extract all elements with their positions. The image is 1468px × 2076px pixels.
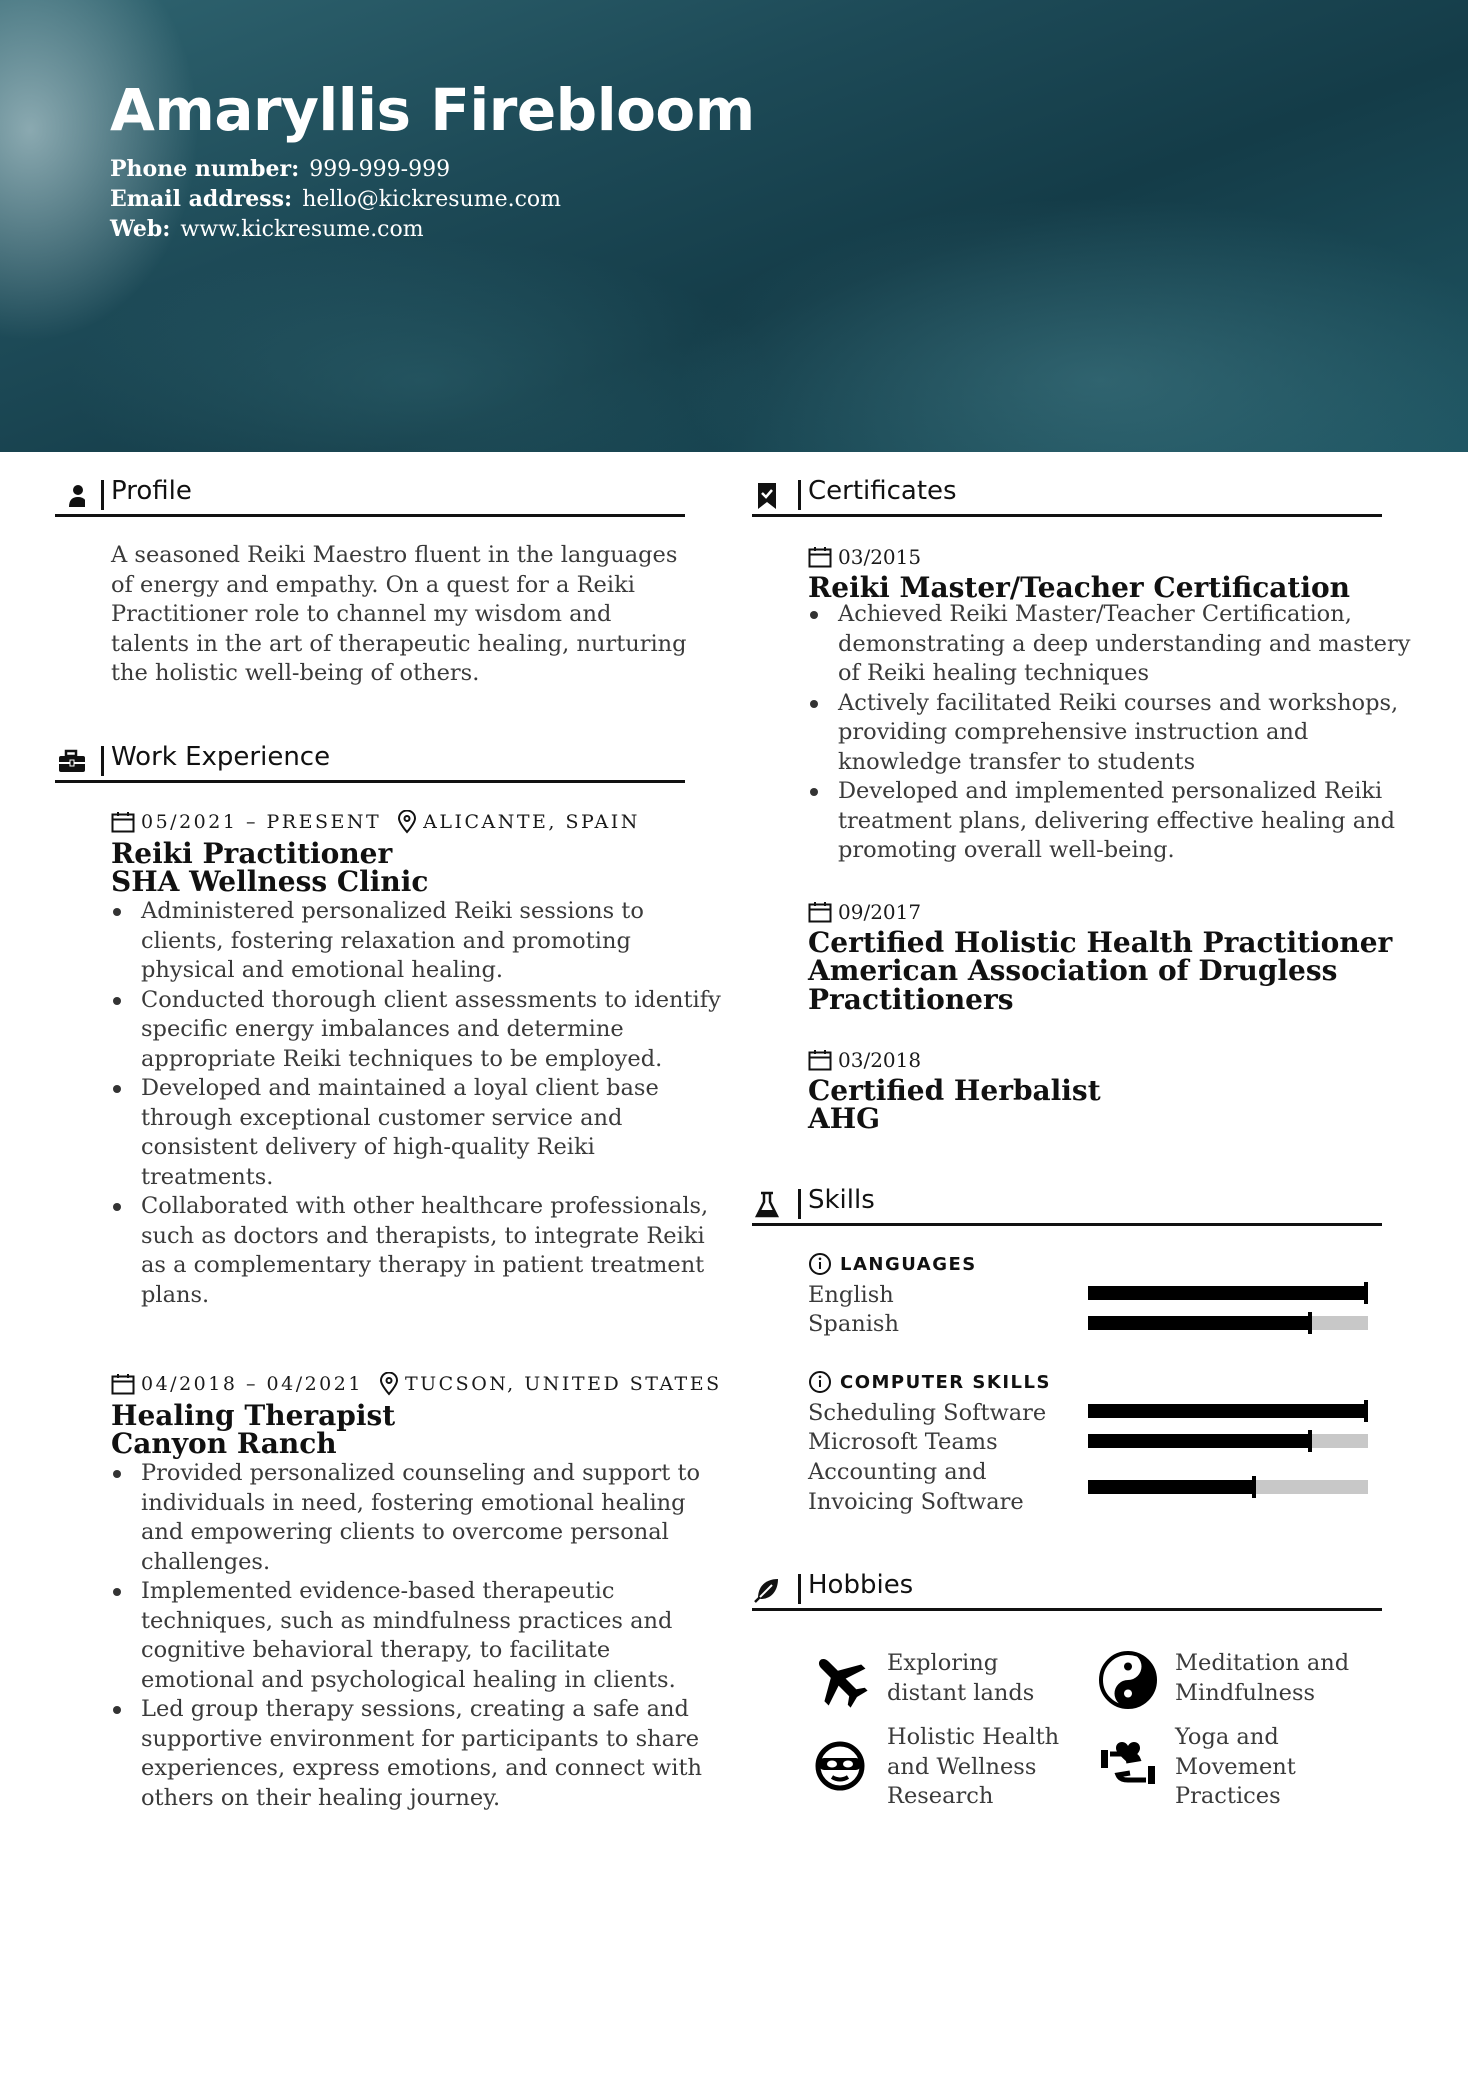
section-title: Skills: [808, 1185, 875, 1215]
airplane-icon: [810, 1650, 870, 1710]
section-divider: [798, 480, 801, 510]
skill-category-computer-skills: [808, 1370, 1051, 1394]
contact-value: www.kickresume.com: [180, 217, 424, 242]
job-organization: Canyon Ranch: [111, 1427, 337, 1460]
section-header-profile: [55, 474, 685, 517]
certificate-date: [808, 545, 921, 569]
header-banner: [0, 0, 1468, 452]
job-title: Healing Therapist: [111, 1399, 396, 1432]
hands-heart-icon: [1098, 1736, 1158, 1796]
certificate-issuer: American Association of Drugless Practitioners: [808, 954, 1338, 1016]
job-location: ALICANTE, SPAIN: [423, 811, 640, 833]
list-item: Administered personalized Reiki sessions to clients, fostering relaxation and promoting physical and emotional healing.: [141, 897, 721, 986]
contact-label: Web:: [110, 216, 171, 242]
list-item: Achieved Reiki Master/Teacher Certification, demonstrating a deep understanding and mastery of Reiki healing techniques: [838, 600, 1420, 689]
calendar-icon: [808, 546, 832, 568]
skill-level-fill: [1088, 1480, 1256, 1494]
section-title: Certificates: [808, 476, 957, 506]
hobby-label: Meditation and Mindfulness: [1175, 1650, 1350, 1706]
section-title: Work Experience: [111, 742, 331, 772]
job-dates: 05/2021 – PRESENT: [141, 811, 382, 833]
skill-category-languages: [808, 1252, 977, 1276]
location-pin-icon: [379, 1372, 399, 1396]
yin-yang-icon: [1098, 1650, 1158, 1710]
certificate-title: Certified Holistic Health Practitioner: [808, 926, 1393, 959]
date-text: 09/2017: [838, 900, 922, 924]
section-title: Profile: [111, 476, 192, 506]
job-location: TUCSON, UNITED STATES: [404, 1373, 722, 1395]
section-title: Hobbies: [808, 1570, 914, 1600]
section-header-skills: [752, 1183, 1382, 1226]
hobby-label: Exploring distant lands: [887, 1650, 1035, 1706]
info-icon: [808, 1252, 832, 1276]
skill-level-cap: [1364, 1282, 1368, 1304]
date-text: 03/2018: [838, 1048, 922, 1072]
section-divider: [101, 746, 104, 776]
calendar-icon: [111, 811, 135, 833]
skill-name: Spanish: [808, 1311, 899, 1337]
job-bullet-list: [111, 1459, 721, 1813]
job-meta: [111, 810, 640, 834]
info-icon: [808, 1370, 832, 1394]
section-header-certificates: [752, 474, 1382, 517]
section-header-hobbies: [752, 1568, 1382, 1611]
date-text: 03/2015: [838, 545, 922, 569]
certificate-bullet-list: [808, 600, 1420, 866]
contact-email: [110, 186, 561, 212]
certificate-date: [808, 900, 921, 924]
skill-level-bar: [1088, 1286, 1368, 1300]
skill-name: Accounting and Invoicing Software: [808, 1459, 1024, 1515]
leaf-icon: [752, 1574, 782, 1604]
section-header-work-experience: [55, 740, 685, 783]
list-item: Developed and maintained a loyal client base through exceptional customer service and consistent delivery of high-quality Reiki treatments.: [141, 1074, 721, 1192]
contact-label: Email address:: [110, 186, 293, 212]
contact-label: Phone number:: [110, 156, 300, 182]
list-item: Collaborated with other healthcare professionals, such as doctors and therapists, to integrate Reiki as a complementary therapy in patient treatment plans.: [141, 1192, 721, 1310]
list-item: Led group therapy sessions, creating a safe and supportive environment for participants to share experiences, express emotions, and connect with others on their healing journey.: [141, 1695, 721, 1813]
profile-summary: A seasoned Reiki Maestro fluent in the languages of energy and empathy. On a quest for a Reiki Practitioner role to channel my wisdom and talents in the art of therapeutic healing, nurturing the holistic well-being of others.: [111, 542, 687, 686]
skill-name: Scheduling Software: [808, 1400, 1047, 1426]
skill-level-bar: [1088, 1480, 1368, 1494]
list-item: Developed and implemented personalized Reiki treatment plans, delivering effective healing and promoting overall well-being.: [838, 777, 1420, 866]
face-mask-icon: [810, 1736, 870, 1796]
certificate-date: [808, 1048, 921, 1072]
certificate-issuer: AHG: [808, 1102, 881, 1135]
hobby-label: Holistic Health and Wellness Research: [887, 1724, 1060, 1809]
hobby-label: Yoga and Movement Practices: [1175, 1724, 1296, 1809]
skill-level-bar: [1088, 1316, 1368, 1330]
contact-phone: [110, 156, 450, 182]
skill-level-fill: [1088, 1404, 1368, 1418]
certificate-title: Reiki Master/Teacher Certification: [808, 571, 1351, 604]
section-divider: [798, 1574, 801, 1604]
candidate-name: Amaryllis Firebloom: [110, 76, 755, 144]
contact-value: hello@kickresume.com: [302, 187, 562, 212]
skill-name: English: [808, 1282, 894, 1308]
skill-level-cap: [1364, 1400, 1368, 1422]
job-meta: [111, 1372, 722, 1396]
skill-category-name: COMPUTER SKILLS: [840, 1371, 1051, 1393]
job-title: Reiki Practitioner: [111, 837, 393, 870]
skill-category-name: LANGUAGES: [840, 1253, 977, 1275]
contact-web: [110, 216, 424, 242]
skill-level-fill: [1088, 1316, 1312, 1330]
list-item: Actively facilitated Reiki courses and workshops, providing comprehensive instruction and knowledge transfer to students: [838, 689, 1420, 778]
certificate-title: Certified Herbalist: [808, 1074, 1101, 1107]
calendar-icon: [808, 901, 832, 923]
section-divider: [101, 480, 104, 510]
bookmark-check-icon: [752, 480, 782, 510]
briefcase-icon: [55, 746, 85, 776]
skill-level-cap: [1308, 1312, 1312, 1334]
job-organization: SHA Wellness Clinic: [111, 865, 429, 898]
skill-level-bar: [1088, 1404, 1368, 1418]
skill-level-fill: [1088, 1434, 1312, 1448]
calendar-icon: [808, 1049, 832, 1071]
flask-icon: [752, 1189, 782, 1219]
user-icon: [55, 480, 85, 510]
contact-value: 999-999-999: [309, 157, 451, 182]
skill-name: Microsoft Teams: [808, 1429, 998, 1455]
list-item: Provided personalized counseling and support to individuals in need, fostering emotional healing and empowering clients to overcome personal challenges.: [141, 1459, 721, 1577]
section-divider: [798, 1189, 801, 1219]
list-item: Conducted thorough client assessments to identify specific energy imbalances and determine appropriate Reiki techniques to be employed.: [141, 986, 721, 1075]
calendar-icon: [111, 1373, 135, 1395]
list-item: Implemented evidence-based therapeutic techniques, such as mindfulness practices and cognitive behavioral therapy, to facilitate emotional and psychological healing in clients.: [141, 1577, 721, 1695]
skill-level-cap: [1252, 1476, 1256, 1498]
skill-level-bar: [1088, 1434, 1368, 1448]
skill-level-cap: [1308, 1430, 1312, 1452]
location-pin-icon: [397, 810, 417, 834]
skill-level-fill: [1088, 1286, 1368, 1300]
job-dates: 04/2018 – 04/2021: [141, 1373, 363, 1395]
job-bullet-list: [111, 897, 721, 1310]
